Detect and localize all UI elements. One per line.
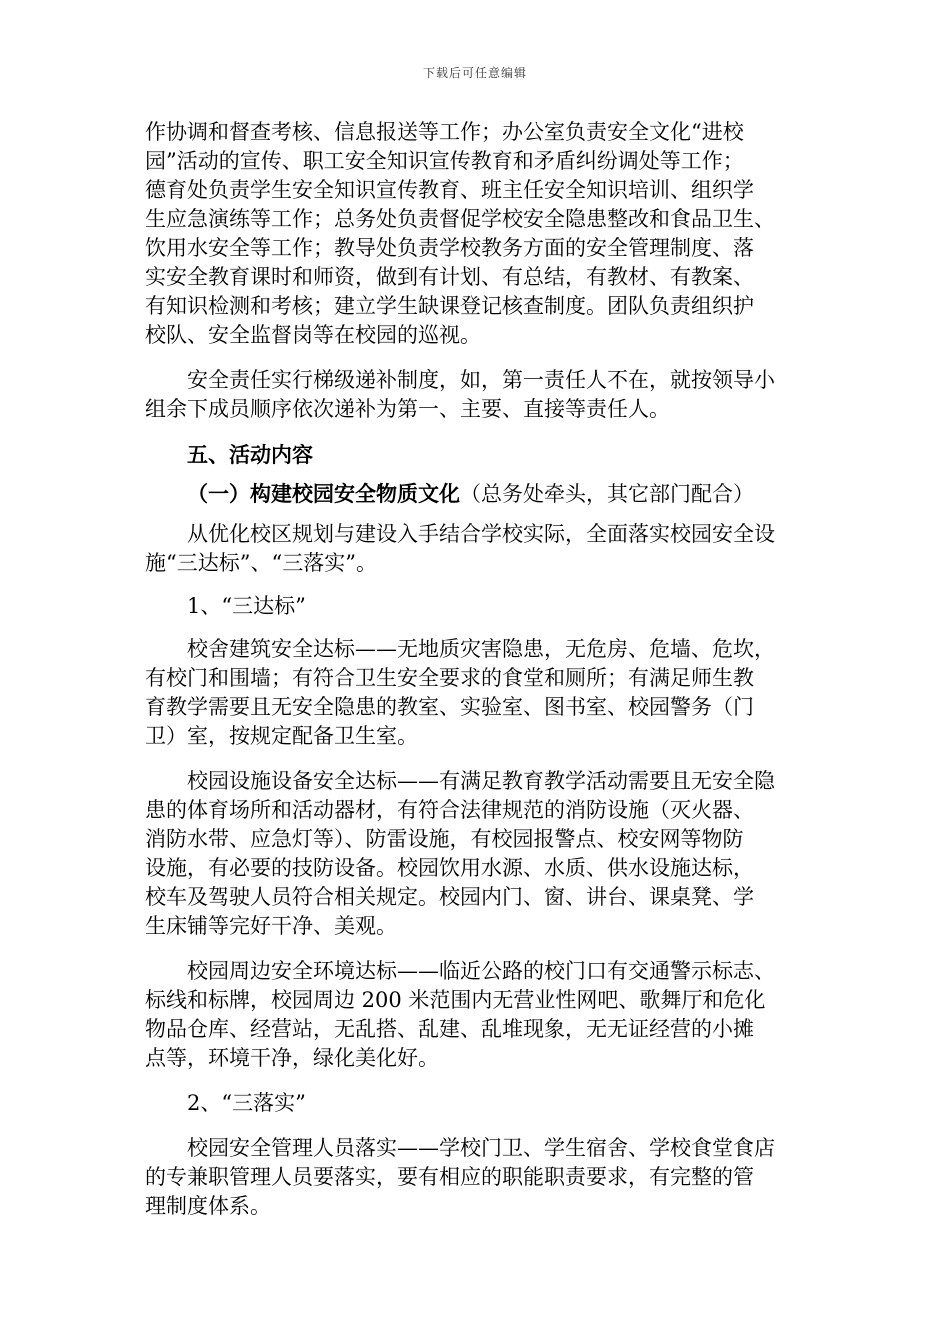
text-line: 消防水带、应急灯等）、防雷设施，有校园报警点、校安网等物防 — [145, 827, 744, 851]
subsection-heading — [145, 479, 810, 508]
text-line: 德育处负责学生安全知识宣传教育、班主任安全知识培训、组织学 — [145, 178, 754, 202]
text-line: 校队、安全监督岗等在校园的巡视。 — [145, 323, 481, 347]
list-item-heading: 1、“三达标” — [187, 594, 306, 618]
text-line: 标线和标牌，校园周边 200 米范围内无营业性网吧、歌舞厅和危化 — [145, 988, 766, 1012]
text-line: 有校门和围墙；有符合卫生安全要求的食堂和厕所；有满足师生教 — [145, 666, 754, 690]
text-line: 点等，环境干净，绿化美化好。 — [145, 1046, 439, 1070]
section-heading: 五、活动内容 — [187, 442, 313, 467]
text-line: 育教学需要且无安全隐患的教室、实验室、图书室、校园警务（门 — [145, 695, 754, 719]
paragraph — [145, 1134, 810, 1221]
text-line: 作协调和督查考核、信息报送等工作；办公室负责安全文化“进校 — [145, 120, 744, 144]
subsection-title: （一）构建校园安全物质文化 — [187, 481, 460, 506]
text-line: 施“三达标”、“三落实”。 — [145, 551, 377, 575]
paragraph — [145, 366, 810, 424]
text-line: 组余下成员顺序依次递补为第一、主要、直接等责任人。 — [145, 397, 670, 421]
text-line: 设施，有必要的技防设备。校园饮用水源、水质、供水设施达标， — [145, 856, 754, 880]
text-line: 有知识检测和考核；建立学生缺课登记核查制度。团队负责组织护 — [145, 294, 754, 318]
paragraph — [145, 767, 810, 941]
text-line: 理制度体系。 — [145, 1194, 271, 1218]
paragraph — [145, 635, 810, 751]
page-header: 下载后可任意编辑 — [422, 66, 527, 80]
document-body — [145, 118, 810, 1221]
paragraph — [145, 957, 810, 1073]
text-line: 校园安全管理人员落实——学校门卫、学生宿舍、学校食堂食店 — [187, 1136, 775, 1160]
text-line: 实安全教育课时和师资，做到有计划、有总结，有教材、有教案、 — [145, 265, 754, 289]
subsection-note: （总务处牵头，其它部门配合） — [460, 482, 754, 506]
text-line: 园”活动的宣传、职工安全知识宣传教育和矛盾纠纷调处等工作； — [145, 149, 744, 173]
text-line: 患的体育场所和活动器材，有符合法律规范的消防设施（灭火器、 — [145, 798, 754, 822]
text-line: 校车及驾驶人员符合相关规定。校园内门、窗、讲台、课桌凳、学 — [145, 885, 754, 909]
text-line: 校园周边安全环境达标——临近公路的校门口有交通警示标志、 — [187, 959, 775, 983]
text-line: 从优化校区规划与建设入手结合学校实际，全面落实校园安全设 — [187, 522, 775, 546]
text-line: 校舍建筑安全达标——无地质灾害隐患，无危房、危墙、危坎， — [187, 637, 775, 661]
text-line: 饮用水安全等工作；教导处负责学校教务方面的安全管理制度、落 — [145, 236, 754, 260]
text-line: 校园设施设备安全达标——有满足教育教学活动需要且无安全隐 — [187, 769, 775, 793]
text-line: 生应急演练等工作；总务处负责督促学校安全隐患整改和食品卫生、 — [145, 207, 775, 231]
list-item-heading: 2、“三落实” — [187, 1091, 306, 1115]
text-line: 物品仓库、经营站，无乱搭、乱建、乱堆现象，无无证经营的小摊 — [145, 1017, 754, 1041]
text-line: 安全责任实行梯级递补制度，如，第一责任人不在，就按领导小 — [187, 368, 775, 392]
text-line: 生床铺等完好干净、美观。 — [145, 914, 397, 938]
text-line: 的专兼职管理人员要落实，要有相应的职能职责要求，有完整的管 — [145, 1165, 754, 1189]
paragraph — [145, 118, 810, 350]
text-line: 卫）室，按规定配备卫生室。 — [145, 724, 418, 748]
paragraph — [145, 520, 810, 578]
